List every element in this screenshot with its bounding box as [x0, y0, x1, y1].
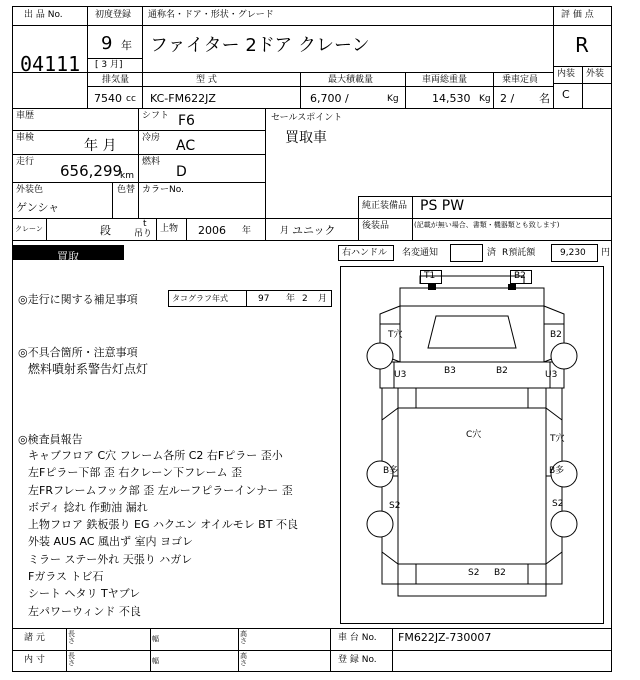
displacement-value: 7540 [94, 92, 122, 105]
shomoto-height-label: 高さ [240, 630, 247, 645]
uemono-year: 2006 [198, 224, 226, 237]
naisun-width-label: 幅 [152, 657, 159, 665]
report-line: 左パワーウィンド 不良 [28, 604, 141, 618]
capacity-label: 乗車定員 [502, 75, 539, 85]
reg-month: [ 3 月] [95, 60, 123, 70]
model-value: KC-FM622JZ [150, 92, 216, 105]
gross-weight-label: 車両総重量 [422, 75, 468, 85]
diagram-b2-b: B2 [496, 366, 508, 376]
registration-label: 登 録 No. [338, 655, 377, 665]
max-load-unit: Kg [387, 94, 399, 104]
sales-point-value: 買取車 [285, 130, 327, 146]
report-line: キャブフロア C穴 フレーム各所 C2 右Fピラー 歪小 [28, 449, 283, 462]
report-line: Fガラス トビ石 [28, 570, 104, 584]
fuel-label: 燃料 [142, 157, 161, 167]
aftermarket-note: (記載が無い場合、書類・機器類とも致します) [414, 221, 560, 229]
diagram-b-many-right: B多 [549, 466, 565, 476]
diagram-u3-right: U3 [545, 370, 558, 380]
report-line: ボディ 捻れ 作動油 漏れ [28, 500, 148, 514]
exterior-label: 外装 [586, 69, 605, 79]
ac-label: 冷房 [142, 133, 161, 143]
uemono-month-unit: 月 [280, 226, 290, 236]
fuel-value: D [176, 164, 187, 180]
uemono-year-unit: 年 [242, 226, 252, 236]
crane-ton: t [143, 219, 147, 229]
r-yen: 円 [601, 248, 611, 258]
diagram-b2-bottom: B2 [494, 568, 506, 578]
shomoto-label: 諸 元 [24, 633, 45, 643]
diagram-c-hole: C穴 [466, 430, 482, 440]
uemono-maker: ユニック [292, 224, 336, 237]
reg-year: 9 [101, 33, 113, 54]
equipment-value: PS PW [420, 198, 465, 214]
crane-tsuri: 吊り [134, 229, 153, 239]
inspection-label: 車検 [16, 133, 35, 143]
chassis-number: FM622JZ-730007 [398, 631, 492, 644]
report-line: 左FRフレームフック部 歪 左ルーフピラーインナー 歪 [28, 483, 293, 497]
defect-text: 燃料噴射系警告灯点灯 [28, 362, 149, 376]
shomoto-length-label: 長さ [68, 630, 75, 645]
tacho-month: 2 [302, 294, 308, 304]
uemono-label: 上物 [160, 224, 179, 234]
shift-label: シフト [142, 111, 170, 121]
displacement-unit: cc [126, 94, 136, 104]
naisun-label: 内 寸 [24, 655, 45, 665]
equipment-label: 純正装備品 [362, 201, 408, 211]
report-line: 上物フロア 鉄板張り EG ハクエン オイルモレ BT 不良 [28, 518, 298, 532]
aftermarket-label: 後装品 [362, 221, 390, 231]
name-change-label: 名変通知 [402, 248, 439, 258]
car-name: ファイター 2ドア クレーン [150, 35, 370, 56]
mileage-label: 走行 [16, 157, 35, 167]
ext-color-value: ゲンシャ [16, 201, 60, 214]
r-amount: 9,230 [560, 248, 586, 258]
shift-value: F6 [178, 113, 195, 129]
shomoto-width-label: 幅 [152, 635, 159, 643]
interior-label: 内装 [557, 69, 576, 79]
ext-color-label: 外装色 [16, 185, 44, 195]
capacity-value: 2 / [500, 92, 515, 105]
first-reg-label: 初度登録 [95, 10, 132, 20]
diagram-b-many-left: B多 [383, 466, 399, 476]
mileage-unit: km [120, 171, 134, 181]
gross-weight-value: 14,530 [432, 92, 471, 105]
car-name-label: 通称名・ドア・形状・グレード [148, 10, 274, 20]
crane-stage: 段 [100, 224, 111, 237]
tacho-year: 97 [258, 294, 270, 304]
tacho-year-unit: 年 [286, 294, 296, 304]
report-line: シート ヘタリ Tヤブレ [28, 587, 141, 601]
reg-year-unit: 年 [121, 39, 132, 52]
tacho-month-unit: 月 [318, 294, 328, 304]
diagram-s2-right: S2 [552, 499, 564, 509]
inspector-report [28, 447, 328, 620]
crane-label: クレーン [15, 225, 43, 233]
buyback-banner [12, 245, 124, 263]
mileage-value: 656,299 [60, 162, 123, 180]
inspector-heading: ◎検査員報告 [18, 433, 83, 446]
naisun-length-label: 長さ [68, 652, 75, 667]
diagram-b2-top: B2 [514, 271, 526, 281]
diagram-t-hole: T穴 [388, 330, 403, 340]
lot-number: 04111 [20, 52, 81, 76]
grade-label: 評 価 点 [561, 10, 594, 20]
gross-weight-unit: Kg [479, 94, 491, 104]
report-line: 左Fピラー下部 歪 右クレーン下フレーム 歪 [28, 466, 243, 480]
diagram-b2-a: B2 [550, 330, 562, 340]
lot-label: 出 品 No. [24, 10, 63, 20]
diagram-b3: B3 [444, 366, 456, 376]
interior-grade: C [562, 88, 570, 101]
ac-value: AC [176, 138, 196, 154]
report-line: 外装 AUS AC 風出ず 室内 ヨゴレ [28, 535, 194, 549]
diagram-t1: T1 [424, 271, 436, 281]
name-change-mark: 済 [487, 248, 497, 258]
color-change-label: 色替 [117, 185, 136, 195]
sales-point-label: セールスポイント [271, 113, 343, 123]
defect-heading: ◎不具合箇所・注意事項 [18, 346, 138, 359]
right-handle-label: 右ハンドル [342, 248, 388, 258]
naisun-height-label: 高さ [240, 652, 247, 667]
color-no-label: カラーNo. [142, 185, 184, 195]
mileage-notes-heading: ◎走行に関する補足事項 [18, 293, 138, 306]
diagram-s2-bottom: S2 [468, 568, 480, 578]
diagram-s2-left: S2 [389, 501, 401, 511]
chassis-label: 車 台 No. [338, 633, 377, 643]
name-change-box [450, 244, 483, 262]
history-label: 車歴 [16, 111, 35, 121]
capacity-unit: 名 [539, 92, 550, 105]
model-label: 型 式 [196, 75, 217, 85]
diagram-t-hole-right: T穴 [550, 434, 565, 444]
diagram-u3-left: U3 [394, 370, 407, 380]
max-load-label: 最大積載量 [328, 75, 374, 85]
overall-grade: R [575, 33, 589, 57]
tacho-label: タコグラフ年式 [172, 294, 228, 303]
inspection-value: 年 月 [84, 138, 117, 154]
max-load-value: 6,700 / [310, 92, 349, 105]
buyback-text: 買取 [57, 250, 79, 263]
r-reserve-label: R預託額 [502, 248, 536, 258]
report-line: ミラー ステー外れ 天張り ハガレ [28, 552, 193, 566]
displacement-label: 排気量 [102, 75, 130, 85]
